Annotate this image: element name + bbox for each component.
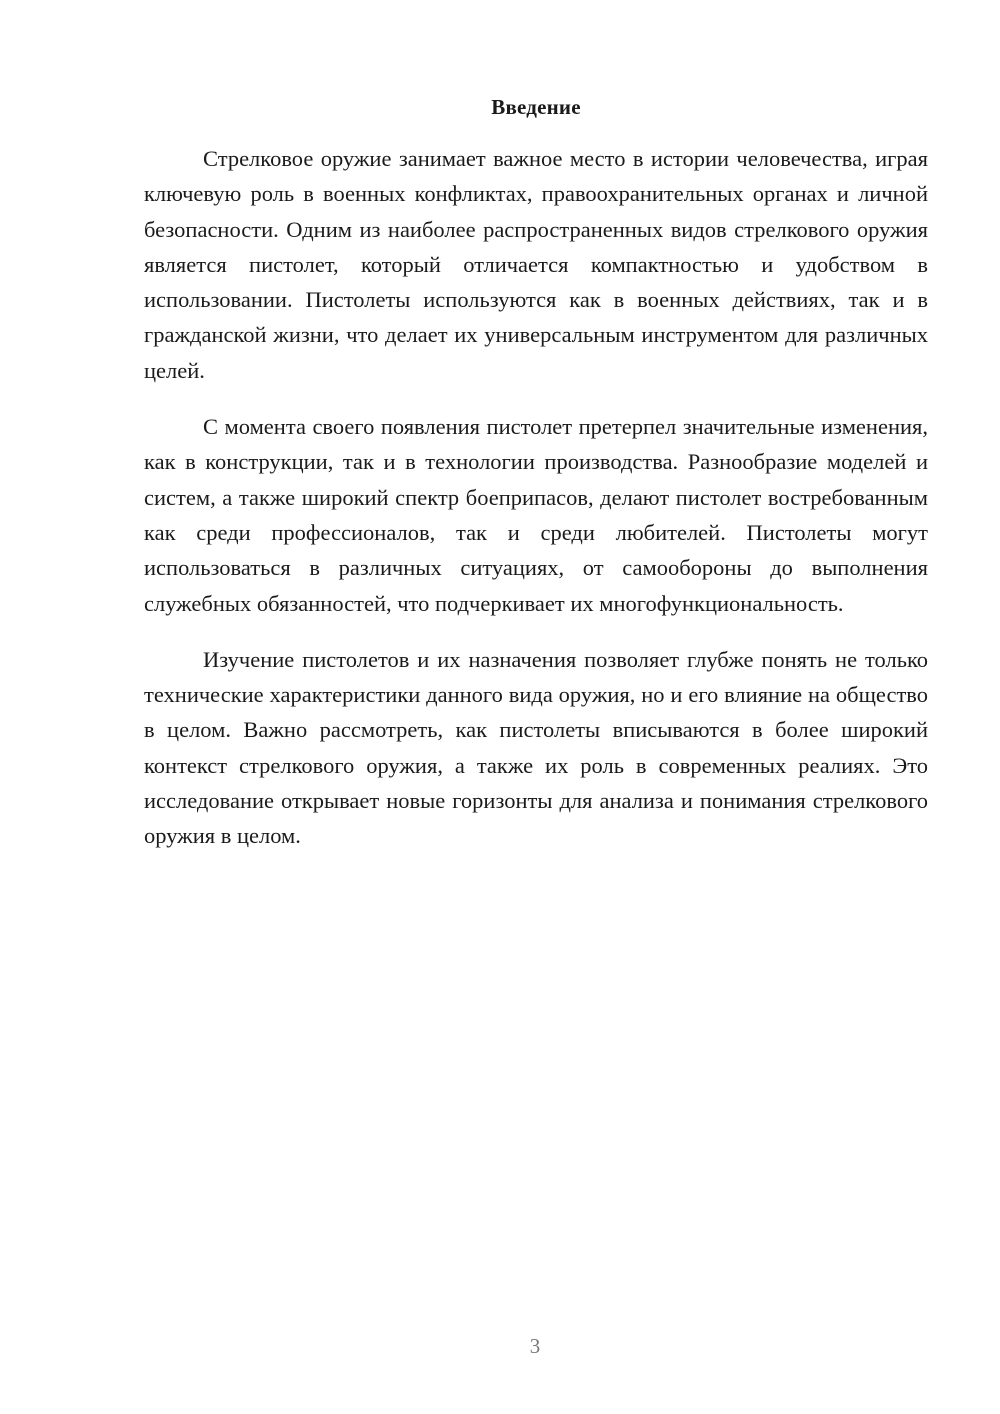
paragraph-1: Стрелковое оружие занимает важное место в истории человечества, играя ключевую роль в военных конфликтах, правоохранительных органах и личной безопасности. Одним из наиболее распространенных видов стрелкового оружия является пистолет, который отличается компактностью и удобством в использовании. Пистолеты используются как в военных действиях, так и в гражданской жизни, что делает их универсальным инструментом для различных целей. <box>144 146 928 383</box>
section-heading: Введение <box>491 95 581 119</box>
page-content <box>144 92 928 875</box>
page-number: 3 <box>529 1334 541 1358</box>
paragraph-2: С момента своего появления пистолет претерпел значительные изменения, как в конструкции, так и в технологии производства. Разнообразие моделей и систем, а также широкий спектр боеприпасов, делают пистолет востребованным как среди профессионалов, так и среди любителей. Пистолеты могут использоваться в различных ситуациях, от самообороны до выполнения служебных обязанностей, что подчеркивает их многофункциональность. <box>144 414 928 616</box>
paragraph-3: Изучение пистолетов и их назначения позволяет глубже понять не только технические характеристики данного вида оружия, но и его влияние на общество в целом. Важно рассмотреть, как пистолеты вписываются в более широкий контекст стрелкового оружия, а также их роль в современных реалиях. Это исследование открывает новые горизонты для анализа и понимания стрелкового оружия в целом. <box>144 646 928 849</box>
